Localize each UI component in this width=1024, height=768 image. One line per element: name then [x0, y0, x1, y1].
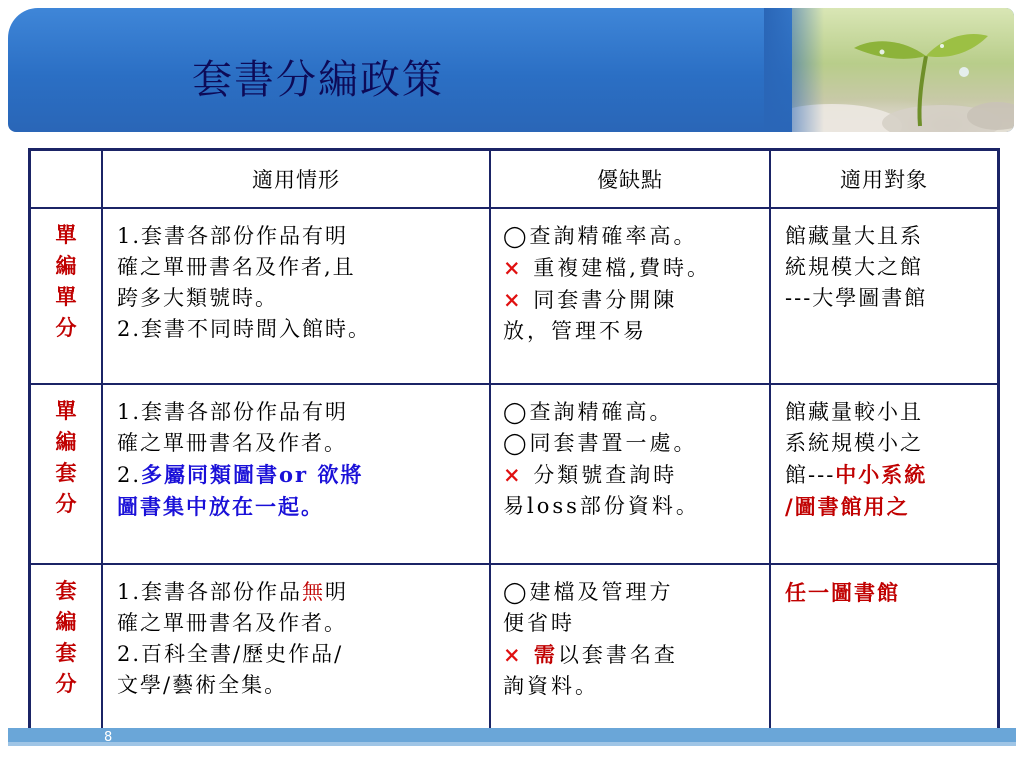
- con-item: [503, 459, 763, 491]
- cell-line: 確之單冊書名及作者。: [117, 431, 347, 455]
- table-row: [30, 384, 999, 564]
- cell-line: 1.套書各部份作品有明: [117, 224, 349, 248]
- cell-line: 統規模大之館: [785, 255, 923, 279]
- cell-text: 明: [325, 580, 349, 604]
- row-label-char: 單: [55, 222, 77, 247]
- con-text: 以套書名查: [557, 643, 678, 667]
- page-number: 8: [104, 730, 113, 745]
- table-row: [30, 564, 999, 743]
- row-label-char: 套: [55, 640, 77, 665]
- con-text: 詢資料。: [503, 674, 599, 698]
- highlight-text: 無: [302, 580, 326, 604]
- target-prefix: 館---: [785, 463, 836, 487]
- cell-line: 確之單冊書名及作者,且: [117, 255, 356, 279]
- row-label-char: 編: [55, 253, 77, 278]
- cross-icon: ×: [503, 642, 524, 667]
- cell-line: 2.套書不同時間入館時。: [117, 317, 372, 341]
- target-cell: [770, 384, 999, 564]
- cell-text: 1.套書各部份作品: [117, 580, 303, 604]
- row-label: [30, 208, 103, 384]
- pro-item: ◯同套書置一處。: [503, 431, 698, 455]
- target-cell: [770, 208, 999, 384]
- row-label-char: 編: [55, 429, 77, 454]
- con-text: 放，管理不易: [503, 319, 647, 343]
- cell-line: ---大學圖書館: [785, 286, 928, 310]
- pro-item: ◯查詢精確高。: [503, 400, 674, 424]
- target-cell: [770, 564, 999, 743]
- cell-line: 館藏量大且系: [785, 224, 923, 248]
- cell-line: 2.百科全書/歷史作品/: [117, 642, 344, 666]
- policy-table-container: [28, 148, 1000, 744]
- highlight-text: 多屬同類圖書or 欲將: [141, 462, 364, 487]
- row-label: [30, 564, 103, 743]
- pro-item: 便省時: [503, 611, 575, 635]
- highlight-text: 任一圖書館: [785, 580, 900, 605]
- header-pros-cons: 優缺點: [490, 150, 770, 209]
- con-item: [503, 639, 763, 671]
- con-text: 易loss部份資料。: [503, 494, 700, 518]
- highlight-text: /圖書館用之: [785, 494, 910, 519]
- row-label-char: 單: [55, 398, 77, 423]
- row-label-char: 套: [55, 578, 77, 603]
- cell-line: [117, 577, 483, 608]
- table-row: [30, 208, 999, 384]
- row-label-char: 分: [55, 671, 77, 696]
- highlight-text: 圖書集中放在一起。: [117, 494, 324, 519]
- cell-line: 跨多大類號時。: [117, 286, 278, 310]
- cross-icon: ×: [503, 462, 524, 487]
- con-text: 同套書分開陳: [523, 288, 678, 312]
- cell-line: 確之單冊書名及作者。: [117, 611, 347, 635]
- header-banner: [8, 8, 1014, 132]
- pro-item: ◯建檔及管理方: [503, 580, 674, 604]
- row-label-char: 單: [55, 284, 77, 309]
- policy-table: [28, 148, 1000, 744]
- header-situation: 適用情形: [102, 150, 490, 209]
- con-text: 重複建檔,費時。: [523, 256, 711, 280]
- row-label-char: 編: [55, 609, 77, 634]
- pros-cons-cell: [490, 564, 770, 743]
- row-label: [30, 384, 103, 564]
- cell-line: 1.套書各部份作品有明: [117, 400, 349, 424]
- row-label-char: 分: [55, 491, 77, 516]
- situation-cell: [102, 564, 490, 743]
- banner-fade: [764, 8, 824, 132]
- pro-item: ◯查詢精確率高。: [503, 224, 698, 248]
- item-number: 2.: [117, 463, 142, 487]
- footer-bar: [8, 728, 1016, 742]
- cell-line: [785, 459, 991, 491]
- pros-cons-cell: [490, 384, 770, 564]
- con-text: 分類號查詢時: [523, 463, 678, 487]
- cell-line: 館藏量較小且: [785, 400, 923, 424]
- row-label-char: 套: [55, 460, 77, 485]
- seedling-photo: [792, 8, 1014, 132]
- situation-cell: [102, 208, 490, 384]
- footer-bar-accent: [8, 742, 1016, 746]
- highlight-text: 需: [523, 642, 558, 667]
- header-target: 適用對象: [770, 150, 999, 209]
- con-item: [503, 284, 763, 316]
- cell-line: [117, 459, 483, 491]
- cell-line: 系統規模小之: [785, 431, 923, 455]
- cell-line: 文學/藝術全集。: [117, 673, 288, 697]
- pros-cons-cell: [490, 208, 770, 384]
- situation-cell: [102, 384, 490, 564]
- cross-icon: ×: [503, 255, 524, 280]
- corner-cell: [30, 150, 103, 209]
- con-item: [503, 252, 763, 284]
- highlight-text: 中小系統: [835, 462, 928, 487]
- table-header-row: [30, 150, 999, 209]
- row-label-char: 分: [55, 315, 77, 340]
- slide-title: 套書分編政策: [192, 57, 444, 103]
- cross-icon: ×: [503, 287, 524, 312]
